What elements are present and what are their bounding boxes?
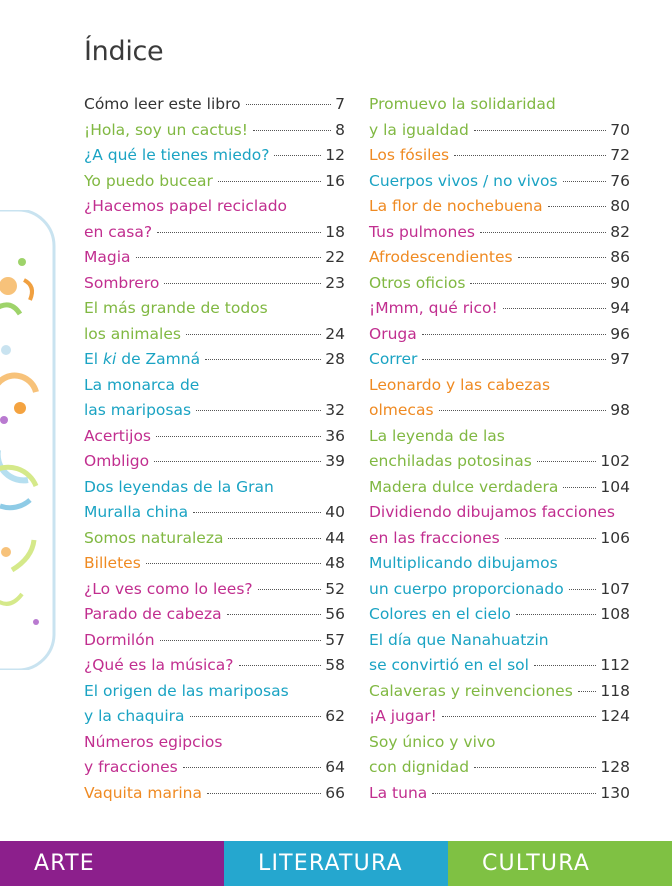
index-entry[interactable] <box>84 500 345 526</box>
entry-title: Otros oficios <box>369 273 466 292</box>
dot-leader <box>480 232 606 233</box>
index-entry[interactable] <box>84 118 345 144</box>
entry-page-number: 40 <box>325 503 345 521</box>
index-entry[interactable] <box>369 526 630 552</box>
index-entry[interactable] <box>84 194 345 220</box>
section-footer <box>0 841 672 886</box>
dot-leader <box>146 563 321 564</box>
index-entry[interactable] <box>84 398 345 424</box>
index-entry[interactable] <box>369 398 630 424</box>
entry-page-number: 112 <box>600 656 630 674</box>
index-entry[interactable] <box>84 602 345 628</box>
dot-leader <box>454 155 606 156</box>
entry-title-part: de Zamná <box>116 350 201 368</box>
dot-leader <box>246 104 332 105</box>
page-title: Índice <box>84 36 164 67</box>
dot-leader <box>136 257 322 258</box>
entry-title: Cuerpos vivos / no vivos <box>369 171 558 190</box>
entry-title: Promuevo la solidaridad <box>369 95 556 113</box>
entry-title: La leyenda de las <box>369 426 505 445</box>
entry-page-number: 28 <box>325 350 345 368</box>
entry-page-number: 23 <box>325 273 345 292</box>
entry-page-number: 108 <box>600 605 630 623</box>
entry-page-number: 32 <box>325 401 345 419</box>
footer-cultura: CULTURA <box>448 841 672 886</box>
dot-leader <box>548 206 607 207</box>
index-entry[interactable] <box>369 781 630 807</box>
index-entry[interactable] <box>84 424 345 450</box>
index-entry[interactable] <box>369 500 630 526</box>
entry-page-number: 56 <box>325 605 345 623</box>
entry-title: Sombrero <box>84 273 160 292</box>
entry-title: Oruga <box>369 324 417 343</box>
entry-title: Parado de cabeza <box>84 605 222 623</box>
index-entry[interactable] <box>369 475 630 501</box>
entry-page-number: 66 <box>325 783 345 802</box>
entry-page-number: 86 <box>610 248 630 266</box>
entry-page-number: 98 <box>610 401 630 419</box>
entry-page-number: 48 <box>325 554 345 572</box>
index-entry[interactable] <box>369 194 630 220</box>
index-entry[interactable] <box>84 755 345 781</box>
index-entry[interactable] <box>84 347 345 373</box>
index-entry[interactable] <box>369 704 630 730</box>
dot-leader <box>160 640 322 641</box>
index-entry[interactable] <box>84 526 345 552</box>
dot-leader <box>227 614 322 615</box>
entry-title: ¿Lo ves como lo lees? <box>84 579 253 598</box>
entry-title: en las fracciones <box>369 528 500 547</box>
entry-title: Cómo leer este libro <box>84 95 241 113</box>
entry-title: Muralla china <box>84 503 189 521</box>
index-entry[interactable] <box>369 577 630 603</box>
index-entry[interactable] <box>369 143 630 169</box>
index-entry[interactable] <box>369 628 630 654</box>
dot-leader <box>569 589 597 590</box>
dot-leader <box>164 283 321 284</box>
entry-page-number: 24 <box>325 324 345 343</box>
dot-leader <box>193 512 321 513</box>
index-entry[interactable] <box>369 220 630 246</box>
dot-leader <box>218 181 321 182</box>
entry-page-number: 97 <box>610 350 630 368</box>
dot-leader <box>474 767 596 768</box>
index-entry[interactable] <box>84 704 345 730</box>
index-entry[interactable] <box>369 449 630 475</box>
footer-literatura: LITERATURA <box>224 841 448 886</box>
entry-title: La monarca de <box>84 375 200 394</box>
dot-leader <box>157 232 321 233</box>
entry-title: Dormilón <box>84 630 155 649</box>
entry-title: Dividiendo dibujamos facciones <box>369 503 615 521</box>
entry-title: los animales <box>84 324 181 343</box>
entry-page-number: 94 <box>610 299 630 317</box>
entry-title <box>84 347 200 373</box>
entry-title: ¡Hola, soy un cactus! <box>84 120 248 139</box>
index-entry[interactable] <box>369 169 630 195</box>
dot-leader <box>205 359 321 360</box>
index-entry[interactable] <box>84 679 345 705</box>
dot-leader <box>563 181 607 182</box>
index-entry[interactable] <box>84 271 345 297</box>
entry-title: y la chaquira <box>84 707 185 725</box>
index-entry[interactable] <box>369 245 630 271</box>
index-entry[interactable] <box>84 449 345 475</box>
dot-leader <box>183 767 322 768</box>
entry-page-number: 124 <box>600 707 630 725</box>
index-entry[interactable] <box>84 322 345 348</box>
dot-leader <box>422 334 607 335</box>
entry-page-number: 18 <box>325 222 345 241</box>
entry-title: Tus pulmones <box>369 222 475 241</box>
entry-page-number: 64 <box>325 758 345 776</box>
entry-title: La tuna <box>369 783 428 802</box>
entry-title: ¡A jugar! <box>369 707 437 725</box>
entry-page-number: 16 <box>325 171 345 190</box>
entry-page-number: 76 <box>610 171 630 190</box>
index-entry[interactable] <box>84 475 345 501</box>
index-column-left <box>84 92 345 806</box>
index-entry[interactable] <box>369 679 630 705</box>
dot-leader <box>190 716 322 717</box>
index-entry[interactable] <box>84 92 345 118</box>
entry-page-number: 44 <box>325 528 345 547</box>
entry-page-number: 102 <box>600 452 630 470</box>
entry-page-number: 57 <box>325 630 345 649</box>
entry-page-number: 22 <box>325 248 345 266</box>
entry-title: Leonardo y las cabezas <box>369 375 551 394</box>
dot-leader <box>207 793 321 794</box>
dot-leader <box>228 538 321 539</box>
entry-page-number: 7 <box>335 95 345 113</box>
entry-title: Yo puedo bucear <box>84 171 213 190</box>
entry-page-number: 107 <box>600 579 630 598</box>
entry-page-number: 106 <box>600 528 630 547</box>
entry-page-number: 130 <box>600 783 630 802</box>
decorative-pattern-icon <box>0 210 60 670</box>
entry-page-number: 36 <box>325 426 345 445</box>
entry-title: con dignidad <box>369 758 470 776</box>
entry-title: Vaquita marina <box>84 783 202 802</box>
entry-title: en casa? <box>84 222 153 241</box>
entry-page-number: 8 <box>335 120 345 139</box>
entry-page-number: 96 <box>610 324 630 343</box>
index-entry[interactable] <box>369 551 630 577</box>
entry-page-number: 82 <box>610 222 630 241</box>
index-entry[interactable] <box>84 245 345 271</box>
dot-leader <box>534 665 596 666</box>
entry-title: ¡Mmm, qué rico! <box>369 299 498 317</box>
entry-title: Billetes <box>84 554 141 572</box>
entry-title: Correr <box>369 350 418 368</box>
index-entry[interactable] <box>369 730 630 756</box>
dot-leader <box>154 461 321 462</box>
entry-title: enchiladas potosinas <box>369 452 532 470</box>
entry-title: Somos naturaleza <box>84 528 224 547</box>
index-entry[interactable] <box>369 602 630 628</box>
index-entry[interactable] <box>369 118 630 144</box>
index-entry[interactable] <box>369 322 630 348</box>
entry-title: Multiplicando dibujamos <box>369 554 558 572</box>
dot-leader <box>537 461 597 462</box>
index-entry[interactable] <box>84 373 345 399</box>
entry-page-number: 62 <box>325 707 345 725</box>
entry-title: ¿A qué le tienes miedo? <box>84 146 270 164</box>
index-entry[interactable] <box>369 755 630 781</box>
entry-title: olmecas <box>369 401 434 419</box>
index-entry[interactable] <box>84 551 345 577</box>
entry-title: Afrodescendientes <box>369 248 513 266</box>
dot-leader <box>563 487 596 488</box>
entry-title: La flor de nochebuena <box>369 197 543 215</box>
dot-leader <box>156 436 321 437</box>
entry-title: Acertijos <box>84 426 152 445</box>
index-entry[interactable] <box>369 347 630 373</box>
dot-leader <box>518 257 607 258</box>
entry-page-number: 52 <box>325 579 345 598</box>
entry-title: Números egipcios <box>84 732 223 751</box>
entry-page-number: 58 <box>325 656 345 674</box>
entry-title: Dos leyendas de la Gran <box>84 477 274 496</box>
dot-leader <box>439 410 607 411</box>
entry-title-part: El <box>84 350 104 368</box>
dot-leader <box>274 155 321 156</box>
entry-title: y fracciones <box>84 758 178 776</box>
footer-arte: ARTE <box>0 841 224 886</box>
dot-leader <box>470 283 606 284</box>
index-entry[interactable] <box>84 781 345 807</box>
entry-title: y la igualdad <box>369 120 469 139</box>
entry-title: El día que Nanahuatzin <box>369 630 549 649</box>
index-entry[interactable] <box>84 577 345 603</box>
dot-leader <box>422 359 606 360</box>
entry-title: Los fósiles <box>369 146 450 164</box>
dot-leader <box>503 308 607 309</box>
entry-page-number: 90 <box>610 273 630 292</box>
entry-page-number: 128 <box>600 758 630 776</box>
entry-title: Ombligo <box>84 452 150 470</box>
index-entry[interactable] <box>84 296 345 322</box>
dot-leader <box>578 691 597 692</box>
entry-title: Madera dulce verdadera <box>369 477 559 496</box>
index-entry[interactable] <box>84 220 345 246</box>
entry-title: ¿Qué es la música? <box>84 656 234 674</box>
entry-title: se convirtió en el sol <box>369 656 529 674</box>
entry-title: El origen de las mariposas <box>84 681 289 700</box>
index-entry[interactable] <box>369 424 630 450</box>
index-entry[interactable] <box>84 653 345 679</box>
index-entry[interactable] <box>369 92 630 118</box>
entry-page-number: 12 <box>325 146 345 164</box>
dot-leader <box>253 130 331 131</box>
entry-page-number: 118 <box>600 681 630 700</box>
index-entry[interactable] <box>84 169 345 195</box>
entry-page-number: 72 <box>610 146 630 164</box>
dot-leader <box>442 716 597 717</box>
entry-title: Magia <box>84 248 131 266</box>
entry-title: las mariposas <box>84 401 192 419</box>
dot-leader <box>258 589 322 590</box>
entry-title: ¿Hacemos papel reciclado <box>84 197 288 215</box>
index-entry[interactable] <box>84 143 345 169</box>
entry-page-number: 104 <box>600 477 630 496</box>
dot-leader <box>432 793 596 794</box>
index-column-right <box>369 92 630 806</box>
entry-title: un cuerpo proporcionado <box>369 579 564 598</box>
index-entry[interactable] <box>84 628 345 654</box>
dot-leader <box>239 665 322 666</box>
entry-title-part: ki <box>103 350 117 368</box>
index-entry[interactable] <box>369 271 630 297</box>
dot-leader <box>196 410 321 411</box>
dot-leader <box>186 334 321 335</box>
entry-title: Soy único y vivo <box>369 732 496 751</box>
index-entry[interactable] <box>369 373 630 399</box>
dot-leader <box>505 538 597 539</box>
entry-title: El más grande de todos <box>84 299 268 317</box>
dot-leader <box>516 614 597 615</box>
index-entry[interactable] <box>369 296 630 322</box>
dot-leader <box>474 130 606 131</box>
entry-page-number: 80 <box>610 197 630 215</box>
entry-page-number: 70 <box>610 120 630 139</box>
entry-title: Colores en el cielo <box>369 605 511 623</box>
entry-page-number: 39 <box>325 452 345 470</box>
index-entry[interactable] <box>369 653 630 679</box>
entry-title: Calaveras y reinvenciones <box>369 681 573 700</box>
index-entry[interactable] <box>84 730 345 756</box>
